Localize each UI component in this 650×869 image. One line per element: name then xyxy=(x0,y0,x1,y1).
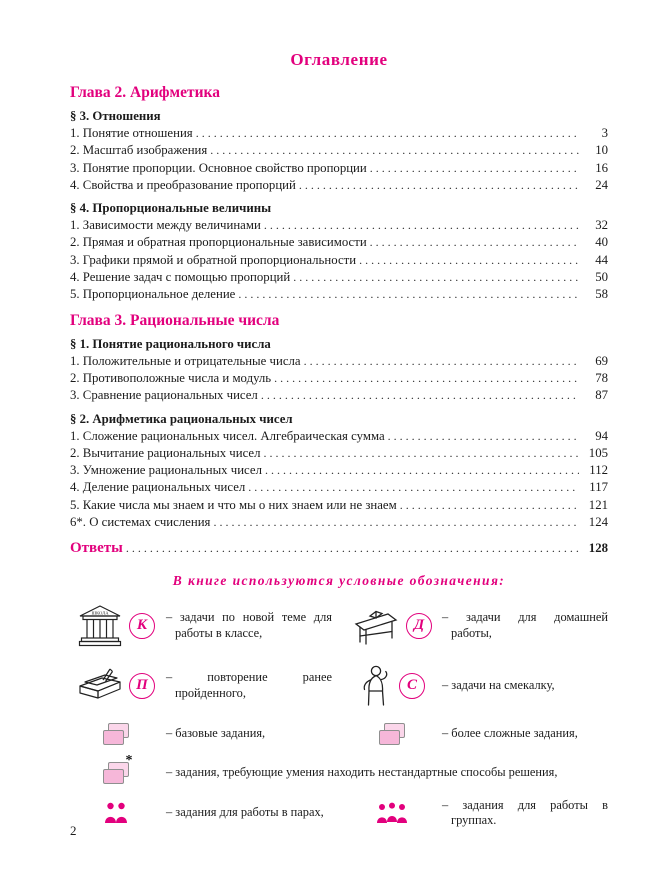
answers-page: 128 xyxy=(588,541,608,556)
desk-icon xyxy=(352,606,400,646)
toc-item-label: 4. Решение задач с помощью пропорций xyxy=(70,270,291,285)
chapter-2-title: Глава 2. Арифметика xyxy=(70,84,220,101)
legend-item-pairs xyxy=(70,798,332,829)
dot-leader xyxy=(238,286,579,303)
dot-leader xyxy=(388,428,579,445)
toc-item-page: 58 xyxy=(595,287,608,302)
toc-item-page: 24 xyxy=(595,177,608,192)
toc-item-label: 6*. О системах счисления xyxy=(70,515,211,530)
toc-row-answers xyxy=(70,540,608,557)
legend-title: В книге используются условные обозначения: xyxy=(172,572,506,588)
square-front-face xyxy=(103,769,124,784)
toc-item-label: 5. Пропорциональное деление xyxy=(70,287,236,302)
square-front-face xyxy=(379,730,400,745)
toc-item-label: 1. Понятие отношения xyxy=(70,126,193,140)
legend-item-text: – задачи для домашней работы, xyxy=(442,610,608,640)
toc-item-page: 105 xyxy=(588,445,608,460)
dot-leader xyxy=(264,217,579,234)
toc-row xyxy=(70,125,608,142)
legend-item-text: – задачи по новой теме для работы в классе, xyxy=(166,610,332,640)
legend-icon-cluster xyxy=(346,664,438,708)
badge-p-icon: П xyxy=(129,673,155,699)
toc-item-page: 94 xyxy=(595,428,608,443)
dot-leader xyxy=(299,177,579,194)
toc-row xyxy=(70,428,608,445)
toc-row xyxy=(70,269,608,286)
toc-row xyxy=(70,370,608,387)
toc-row xyxy=(70,514,608,531)
legend-item-groups xyxy=(346,798,608,829)
toc-item-page: 87 xyxy=(595,388,608,403)
pink-square-star-icon xyxy=(103,752,133,784)
toc-row xyxy=(70,177,608,194)
legend-icon-cluster xyxy=(70,802,162,824)
toc-item-label: 4. Деление рациональных чисел xyxy=(70,480,246,495)
dot-leader xyxy=(248,479,579,496)
toc-item-label: 2. Масштаб изображения xyxy=(70,143,208,158)
toc-row xyxy=(70,353,608,370)
dot-leader xyxy=(359,252,579,269)
legend-item-basic xyxy=(70,720,332,748)
toc-item-label: 3. Умножение рациональных чисел xyxy=(70,463,262,478)
legend-item-nonstandard xyxy=(70,752,608,790)
toc-item-label: 2. Вычитание рациональных чисел xyxy=(70,445,261,460)
legend-icon-cluster xyxy=(70,667,162,705)
legend-item-text: – задания для работы в группах. xyxy=(442,797,608,828)
legend-item-text: – задания для работы в парах, xyxy=(166,805,324,820)
toc-item-page: 3 xyxy=(601,126,608,140)
legend-item-text: – базовые задания, xyxy=(166,725,266,740)
legend-item-text: – более сложные задания, xyxy=(442,725,578,740)
badge-d-icon: Д xyxy=(406,613,432,639)
dot-leader xyxy=(274,370,579,387)
legend-item-homework xyxy=(346,600,608,652)
toc-row xyxy=(70,234,608,251)
dot-leader xyxy=(261,387,579,404)
legend-icon-cluster xyxy=(70,723,162,745)
legend-item-text: – задачи на смекалку, xyxy=(442,677,555,692)
section-title: § 4. Пропорциональные величины xyxy=(70,201,272,216)
toc-row xyxy=(70,497,608,514)
dot-leader xyxy=(370,234,579,251)
toc-item-label: 3. Графики прямой и обратной пропорциональности xyxy=(70,252,357,267)
toc-item-label: 2. Прямая и обратная пропорциональные зависимости xyxy=(70,235,367,250)
page-number: 2 xyxy=(70,823,77,838)
dot-leader xyxy=(400,497,579,514)
notebooks-icon xyxy=(77,667,123,705)
page-title: Оглавление xyxy=(290,50,388,69)
toc-item-page: 44 xyxy=(595,252,608,267)
toc-item-label: 3. Понятие пропорции. Основное свойство пропорции xyxy=(70,160,367,175)
badge-s-icon: С xyxy=(399,673,425,699)
toc-item-label: 1. Зависимости между величинами xyxy=(70,218,261,233)
toc-item-page: 50 xyxy=(595,270,608,285)
asterisk-mark: * xyxy=(125,752,133,768)
dot-leader xyxy=(213,514,579,531)
section-title: § 1. Понятие рационального числа xyxy=(70,336,271,351)
pink-square-icon xyxy=(379,723,406,745)
toc-row xyxy=(70,142,608,159)
pink-square-icon xyxy=(103,723,130,745)
toc-row xyxy=(70,387,608,404)
legend-icon-cluster xyxy=(346,723,438,745)
toc-row xyxy=(70,160,608,177)
thinking-person-icon xyxy=(359,664,393,708)
toc-item-page: 69 xyxy=(595,353,608,368)
legend-icon-cluster xyxy=(346,802,438,824)
toc-row xyxy=(70,445,608,462)
toc-item-label: 1. Сложение рациональных чисел. Алгебраическая сумма xyxy=(70,428,385,443)
toc-item-page: 10 xyxy=(595,143,608,158)
legend-icon-cluster xyxy=(70,752,162,784)
toc-item-page: 78 xyxy=(595,370,608,385)
toc-item-label: 5. Какие числа мы знаем и что мы о них знаем или не знаем xyxy=(70,497,397,512)
pair-people-icon xyxy=(103,802,129,824)
toc-item-page: 124 xyxy=(588,515,608,530)
dot-leader xyxy=(265,462,579,479)
section-title: § 2. Арифметика рациональных чисел xyxy=(70,411,293,426)
toc-item-page: 16 xyxy=(595,160,608,175)
toc-item-label: 2. Противоположные числа и модуль xyxy=(70,370,272,385)
legend-item-revision xyxy=(70,660,332,712)
answers-label: Ответы xyxy=(70,540,123,557)
legend xyxy=(70,600,608,829)
legend-item-text: – повторение ранее пройденного, xyxy=(166,670,332,700)
school-building-icon xyxy=(77,605,123,647)
toc-row xyxy=(70,479,608,496)
dot-leader xyxy=(370,160,579,177)
legend-icon-cluster xyxy=(346,606,438,646)
chapter-3-title: Глава 3. Рациональные числа xyxy=(70,311,280,329)
legend-item-advanced xyxy=(346,720,608,748)
dot-leader xyxy=(304,353,579,370)
toc-item-page: 117 xyxy=(589,480,608,495)
toc-item-page: 112 xyxy=(589,463,608,478)
legend-icon-cluster xyxy=(70,605,162,647)
toc-row xyxy=(70,252,608,269)
legend-item-ingenuity xyxy=(346,660,608,712)
toc-item-label: 4. Свойства и преобразование пропорций xyxy=(70,177,296,192)
school-sign-text: ШКОЛА xyxy=(91,610,109,616)
dot-leader xyxy=(293,269,579,286)
toc-row xyxy=(70,462,608,479)
toc-item-label: 3. Сравнение рациональных чисел xyxy=(70,388,258,403)
group-people-icon xyxy=(375,802,409,824)
dot-leader xyxy=(196,125,579,142)
section-title: § 3. Отношения xyxy=(70,109,161,123)
toc-row xyxy=(70,217,608,234)
toc-item-page: 121 xyxy=(588,497,608,512)
badge-k-icon: К xyxy=(129,613,155,639)
toc-row xyxy=(70,286,608,303)
legend-item-classwork xyxy=(70,600,332,652)
dot-leader xyxy=(264,445,580,462)
square-front-face xyxy=(103,730,124,745)
toc-item-page: 32 xyxy=(595,218,608,233)
legend-item-text: – задания, требующие умения находить нестандартные способы решения, xyxy=(166,764,558,779)
toc-item-page: 40 xyxy=(595,235,608,250)
dot-leader xyxy=(126,540,579,557)
toc-item-label: 1. Положительные и отрицательные числа xyxy=(70,353,301,368)
dot-leader xyxy=(210,142,579,159)
